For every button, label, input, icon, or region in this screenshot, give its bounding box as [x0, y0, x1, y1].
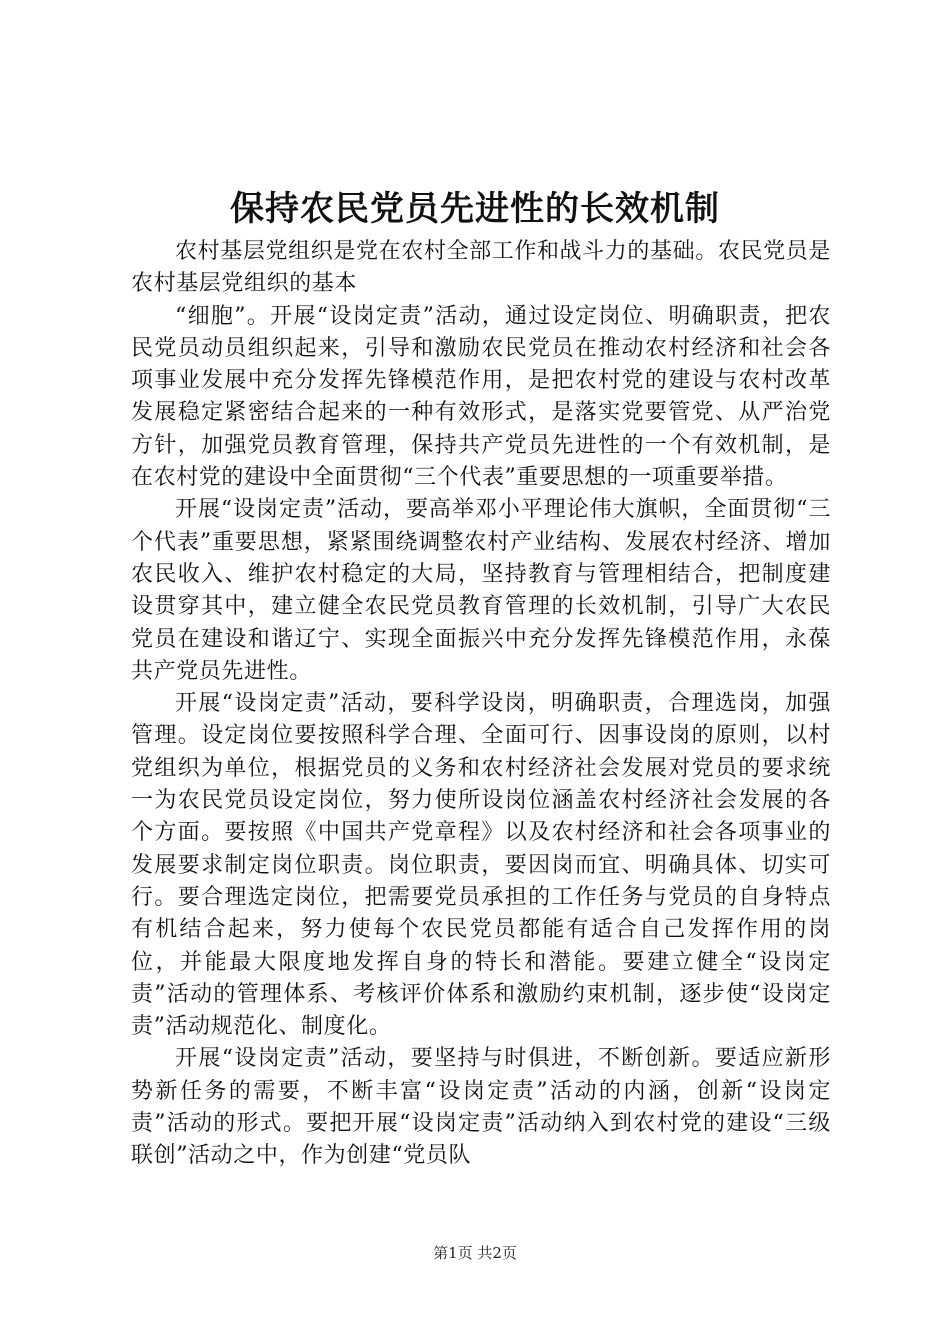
document-title: 保持农民党员先进性的长效机制: [230, 189, 720, 229]
paragraph-3: 开展“设岗定责”活动，要高举邓小平理论伟大旗帜，全面贯彻“三个代表”重要思想，紧紧围绕调整农村产业结构、发展农村经济、增加农民收入、维护农村稳定的大局，坚持教育与管理相结合，把制度建设贯穿其中，建立健全农民党员教育管理的长效机制，引导广大农民党员在建设和谐辽宁、实现全面振兴中充分发挥先锋模范作用，永葆共产党员先进性。: [131, 497, 831, 684]
paragraph-4: 开展“设岗定责”活动，要科学设岗，明确职责，合理选岗，加强管理。设定岗位要按照科学合理、全面可行、因事设岗的原则，以村党组织为单位，根据党员的义务和农村经济社会发展对党员的要求统一为农民党员设定岗位，努力使所设岗位涵盖农村经济社会发展的各个方面。要按照《中国共产党章程》以及农村经济和社会各项事业的发展要求制定岗位职责。岗位职责，要因岗而宜、明确具体、切实可行。要合理选定岗位，把需要党员承担的工作任务与党员的自身特点有机结合起来，努力使每个农民党员都能有适合自己发挥作用的岗位，并能最大限度地发挥自身的特长和潜能。要建立健全“设岗定责”活动的管理体系、考核评价体系和激励约束机制，逐步使“设岗定责”活动规范化、制度化。: [131, 691, 831, 1040]
document-body: [131, 236, 831, 1173]
page-footer: 第1页 共2页: [433, 1244, 517, 1262]
paragraph-1: 农村基层党组织是党在农村全部工作和战斗力的基础。农民党员是农村基层党组织的基本: [131, 239, 831, 297]
paragraph-2: “细胞”。开展“设岗定责”活动，通过设定岗位、明确职责，把农民党员动员组织起来，引导和激励农民党员在推动农村经济和社会各项事业发展中充分发挥先锋模范作用，是把农村党的建设与农村改革发展稳定紧密结合起来的一种有效形式，是落实党要管党、从严治党方针，加强党员教育管理，保持共产党员先进性的一个有效机制，是在农村党的建设中全面贯彻“三个代表”重要思想的一项重要举措。: [131, 303, 831, 491]
paragraph-5: 开展“设岗定责”活动，要坚持与时俱进，不断创新。要适应新形势新任务的需要，不断丰富“设岗定责”活动的内涵，创新“设岗定责”活动的形式。要把开展“设岗定责”活动纳入到农村党的建设“三级联创”活动之中，作为创建“党员队: [131, 1046, 831, 1169]
